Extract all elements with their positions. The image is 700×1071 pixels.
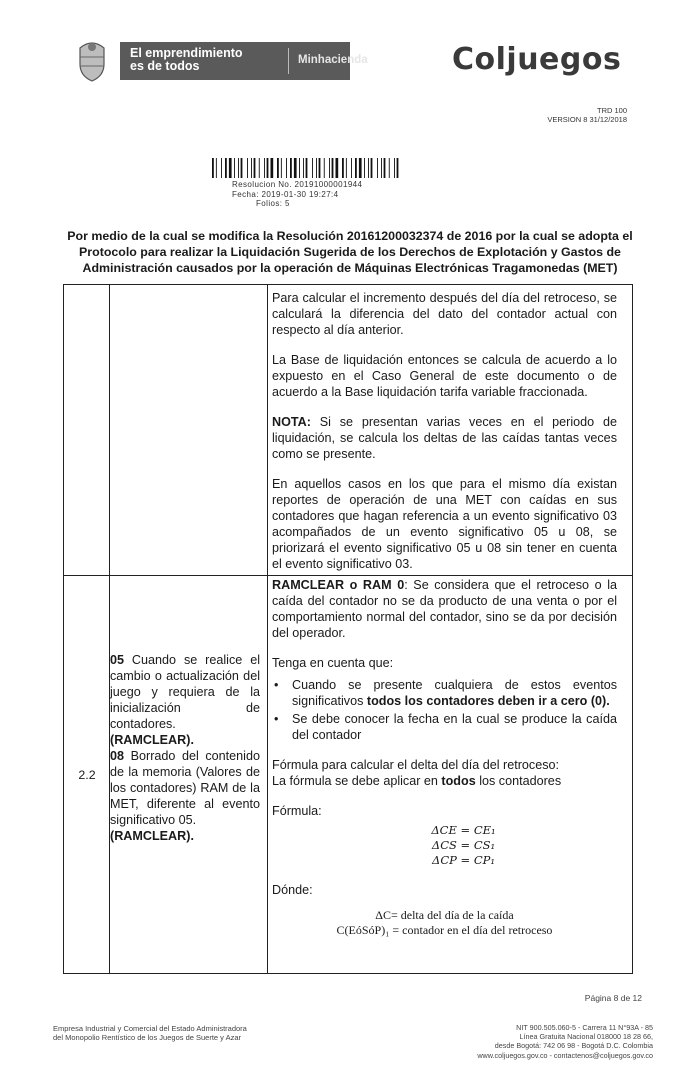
nota-paragraph: [272, 414, 617, 462]
barcode-bar: [247, 158, 248, 178]
consider-item-1-emphasis: todos los contadores deben ir a cero (0).: [366, 694, 610, 708]
footer-contact: [477, 1023, 653, 1060]
barcode-bar: [303, 158, 304, 178]
coat-of-arms-icon: [74, 40, 110, 82]
banner-divider: [288, 48, 289, 74]
barcode-bar: [294, 158, 297, 178]
barcode-bar: [329, 158, 330, 178]
barcode-bar: [259, 158, 260, 178]
barcode-bar: [389, 158, 390, 178]
definition-delta: ΔC= delta del día de la caída: [375, 908, 514, 922]
formula-scope-bold: todos: [441, 774, 476, 788]
event-05-code: 05: [110, 653, 125, 667]
ramclear-label: RAMCLEAR o RAM 0: [272, 578, 405, 592]
nota-text: Si se presentan varias veces en el periodo de liquidación, se calcula los deltas de las caídas tantas veces como se presente.: [272, 415, 617, 461]
barcode-bar: [336, 158, 339, 178]
barcode-bar: [332, 158, 334, 178]
event-05-tag: (RAMCLEAR).: [110, 733, 194, 747]
equation-cs: ΔCS = CS₁: [431, 838, 496, 852]
barcode-bar: [241, 158, 243, 178]
barcode-bar: [225, 158, 227, 178]
letterhead: [60, 38, 660, 86]
barcode-bar: [216, 158, 217, 178]
formula-scope: [272, 773, 617, 789]
barcode-bar: [254, 158, 256, 178]
coljuegos-logo: Coljuegos: [452, 42, 622, 77]
row-1-description: [272, 290, 617, 572]
barcode-bar: [394, 158, 395, 178]
consider-list: [272, 677, 617, 743]
barcode-bar: [299, 158, 300, 178]
barcode-bar: [319, 158, 321, 178]
barcode-bar: [264, 158, 265, 178]
filing-stamp: [232, 180, 362, 209]
footer-entity-line-2: del Monopolio Rentístico de los Juegos de Suerte y Azar: [53, 1033, 242, 1042]
equation-cp: ΔCP = CP₁: [432, 853, 495, 867]
consider-item-1-text: Cuando se presente cualquiera de estos eventos significativos: [292, 678, 617, 708]
barcode-bar: [342, 158, 344, 178]
where-label: Dónde:: [272, 883, 313, 897]
formula-scope-post: los contadores: [475, 774, 562, 788]
formula-intro: Fórmula para calcular el delta del día del retroceso:: [272, 758, 560, 772]
version-label: VERSION 8 31/12/2018: [547, 115, 627, 124]
barcode-bar: [384, 158, 386, 178]
footer-bogota-phone: desde Bogotá: 742 06 98 - Bogotá D.C. Colombia: [494, 1041, 653, 1051]
barcode-bar: [229, 158, 232, 178]
formula-label: Fórmula:: [272, 804, 322, 818]
barcode-bar: [346, 158, 347, 178]
event-08-code: 08: [110, 749, 125, 763]
filing-folios: Folios: 5: [256, 199, 290, 208]
barcode-bar: [355, 158, 357, 178]
event-08-text: Borrado del contenido de la memoria (Valores de los contadores) RAM de la MET, diferente al evento significativo 05.: [110, 749, 260, 827]
filing-date: Fecha: 2019-01-30 19:27:4: [232, 189, 339, 199]
barcode-bar: [359, 158, 362, 178]
barcode-bar: [212, 158, 214, 178]
event-05-text: Cuando se realice el cambio o actualización del juego y requiera de la inicialización de contadores.: [110, 653, 260, 731]
footer-nit-address: NIT 900.505.060-5 - Carrera 11 N°93A - 85: [516, 1023, 653, 1032]
row-2-description: [272, 577, 617, 938]
barcode-bar: [351, 158, 352, 178]
government-banner: [120, 42, 368, 80]
slogan-line-2: es de todos: [130, 59, 200, 73]
ramclear-paragraph: [272, 577, 617, 641]
variable-definitions: [272, 908, 617, 938]
footer-entity-line-1: Empresa Industrial y Comercial del Estado Administradora: [53, 1024, 247, 1033]
trd-code: TRD 100: [596, 106, 627, 115]
barcode-bar: [368, 158, 369, 178]
barcode-bar: [290, 158, 292, 178]
document-version: [547, 106, 627, 124]
barcode-bar: [306, 158, 308, 178]
formula-scope-pre: La fórmula se debe aplicar en: [272, 774, 442, 788]
barcode-bar: [377, 158, 378, 178]
consider-label: Tenga en cuenta que:: [272, 656, 394, 670]
column-divider-2: [267, 285, 268, 973]
event-08-tag: (RAMCLEAR).: [110, 829, 194, 843]
event-08: [110, 748, 260, 828]
barcode-bar: [371, 158, 373, 178]
row-divider: [64, 575, 632, 576]
row-number: 2.2: [78, 768, 96, 782]
barcode-bar: [397, 158, 399, 178]
formula-equations: [272, 823, 617, 868]
barcode-bar: [364, 158, 365, 178]
barcode-bar: [316, 158, 317, 178]
filing-resolution: Resolucion No. 20191000001944: [232, 180, 363, 189]
barcode-bar: [312, 158, 313, 178]
equation-ce: ΔCE = CE₁: [431, 823, 496, 837]
barcode-bar: [234, 158, 235, 178]
nota-label: NOTA:: [272, 415, 311, 429]
increment-paragraph: Para calcular el incremento después del día del retroceso, se calculará la diferencia del dato del contador actual con respecto al día anterior.: [272, 291, 617, 337]
barcode-bar: [286, 158, 287, 178]
ramclear-text: : Se considera que el retroceso o la caída del contador no se da producto de una venta o por el comportamiento normal del contador, sino se da por decisión del operador.: [272, 578, 617, 640]
event-descriptions: [110, 652, 260, 844]
consider-item-1: [272, 677, 617, 709]
column-divider-1: [109, 285, 110, 973]
page-number: Página 8 de 12: [584, 993, 642, 1003]
consider-item-2: • Se debe conocer la fecha en la cual se produce la caída del contador: [272, 711, 617, 743]
barcode: [212, 158, 402, 178]
barcode-bar: [221, 158, 222, 178]
priority-paragraph: En aquellos casos en los que para el mismo día existan reportes de operación de una MET con caídas en sus contadores que hagan referencia a un evento significativo 03 acompañados de un evento significativo 05 u 08, se priorizará el evento significativo 05 u 08 sin tener en cuenta el evento significativo 03.: [272, 477, 617, 571]
barcode-bar: [238, 158, 239, 178]
footer-entity: [53, 1024, 247, 1042]
slogan-line-1: El emprendimiento: [130, 46, 243, 60]
event-05: [110, 652, 260, 732]
barcode-bar: [277, 158, 279, 178]
barcode-bar: [271, 158, 274, 178]
base-paragraph: La Base de liquidación entonces se calcula de acuerdo a lo expuesto en el Caso General de este documento o de acuerdo a la Base liquidación tarifa variable fraccionada.: [272, 353, 617, 399]
barcode-bar: [381, 158, 382, 178]
footer-web-email: www.coljuegos.gov.co - contactenos@coljuegos.gov.co: [477, 1050, 653, 1060]
government-slogan: [130, 47, 243, 73]
barcode-bar: [251, 158, 252, 178]
barcode-bar: [267, 158, 269, 178]
protocol-table: [63, 284, 633, 974]
footer-hotline: Línea Gratuita Nacional 018000 18 28 66,: [519, 1032, 653, 1042]
document-title: Por medio de la cual se modifica la Resolución 20161200032374 de 2016 por la cual se adopta el Protocolo para realizar la Liquidación Sugerida de los Derechos de Explotación y Gastos de Administración causados por la operación de Máquinas Electrónicas Tragamonedas (MET): [67, 229, 633, 275]
barcode-bar: [324, 158, 325, 178]
ministry-name: Minhacienda: [298, 54, 368, 66]
barcode-bar: [281, 158, 282, 178]
definition-counter: C(EóSóP)₁ = contador en el día del retroceso: [336, 923, 553, 937]
